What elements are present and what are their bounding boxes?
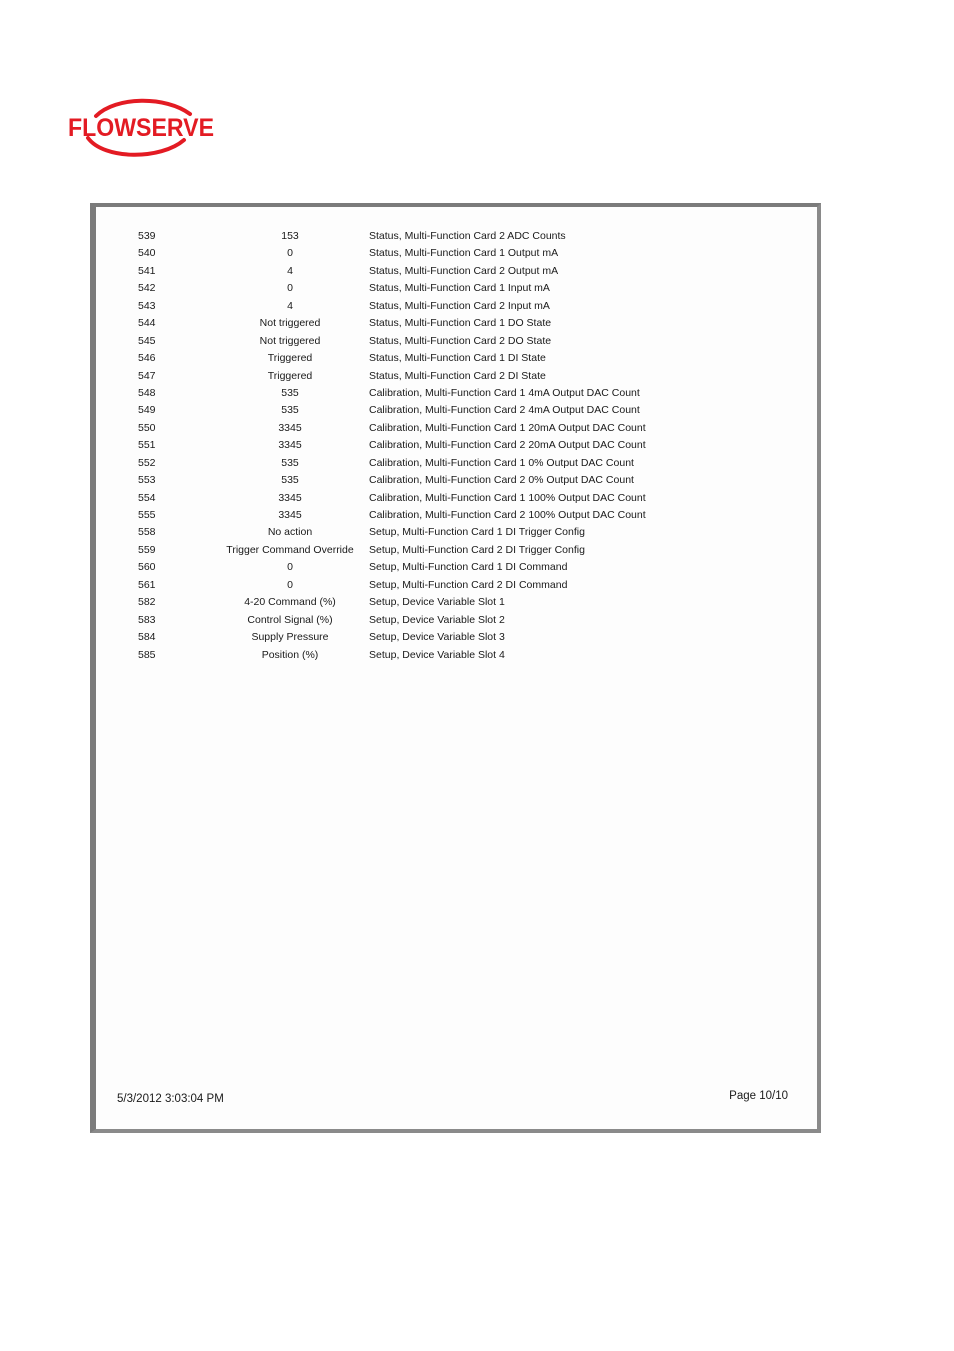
row-number: 553	[138, 474, 156, 487]
row-description: Calibration, Multi-Function Card 2 0% Output DAC Count	[369, 474, 634, 487]
table-row	[96, 490, 817, 507]
row-value: 3345	[278, 421, 302, 434]
row-value: 3345	[278, 491, 302, 504]
row-value: No action	[267, 526, 313, 539]
flowserve-logo	[66, 98, 218, 158]
row-number: 551	[138, 439, 156, 452]
row-value: 0	[287, 282, 293, 295]
row-description: Status, Multi-Function Card 2 DO State	[369, 334, 552, 347]
row-description: Calibration, Multi-Function Card 2 4mA Output DAC Count	[369, 404, 640, 417]
table-row	[96, 542, 817, 559]
row-number: 549	[138, 404, 156, 417]
table-row	[96, 298, 817, 315]
row-number: 539	[138, 230, 156, 242]
row-number: 561	[138, 578, 156, 591]
row-description: Status, Multi-Function Card 2 DI State	[369, 369, 546, 382]
row-description: Calibration, Multi-Function Card 2 20mA Output DAC Count	[369, 439, 646, 452]
table-row	[96, 455, 817, 472]
table-row	[96, 263, 817, 280]
row-number: 560	[138, 561, 156, 574]
row-value: Position (%)	[261, 648, 319, 661]
table-row	[96, 647, 817, 664]
row-number: 582	[138, 596, 156, 609]
row-description: Calibration, Multi-Function Card 2 100% Output DAC Count	[369, 509, 646, 521]
row-number: 555	[138, 509, 156, 521]
row-number: 583	[138, 613, 156, 626]
row-value: 4	[287, 299, 293, 312]
row-value: 0	[287, 247, 293, 260]
row-description: Calibration, Multi-Function Card 1 4mA Output DAC Count	[369, 386, 640, 399]
row-description: Setup, Multi-Function Card 1 DI Trigger Config	[369, 526, 585, 539]
row-value: Supply Pressure	[251, 631, 329, 644]
row-description: Status, Multi-Function Card 1 Output mA	[369, 247, 559, 260]
row-number: 585	[138, 648, 156, 661]
row-number: 541	[138, 264, 156, 277]
row-description: Calibration, Multi-Function Card 1 0% Output DAC Count	[369, 456, 634, 469]
row-number: 584	[138, 631, 156, 644]
row-description: Setup, Multi-Function Card 2 DI Trigger Config	[369, 543, 585, 556]
row-number: 543	[138, 299, 156, 312]
row-number: 542	[138, 282, 156, 295]
row-description: Setup, Device Variable Slot 3	[369, 631, 505, 644]
row-number: 558	[138, 526, 156, 539]
table-row	[96, 524, 817, 541]
row-description: Calibration, Multi-Function Card 1 20mA Output DAC Count	[369, 421, 646, 434]
row-description: Calibration, Multi-Function Card 1 100% Output DAC Count	[369, 491, 646, 504]
row-number: 550	[138, 421, 156, 434]
row-description: Setup, Device Variable Slot 1	[369, 596, 505, 609]
table-row	[96, 629, 817, 646]
row-value: 535	[281, 404, 299, 417]
table-row	[96, 559, 817, 576]
table-row	[96, 577, 817, 594]
table-row	[96, 333, 817, 350]
row-number: 540	[138, 247, 156, 260]
table-row	[96, 368, 817, 385]
row-description: Status, Multi-Function Card 2 Output mA	[369, 264, 559, 277]
row-description: Status, Multi-Function Card 1 DO State	[369, 317, 552, 330]
row-number: 552	[138, 456, 156, 469]
row-description: Status, Multi-Function Card 1 Input mA	[369, 282, 550, 295]
row-description: Setup, Multi-Function Card 2 DI Command	[369, 578, 568, 591]
table-row	[96, 228, 817, 245]
row-number: 559	[138, 543, 156, 556]
row-description: Setup, Device Variable Slot 2	[369, 613, 505, 626]
row-description: Status, Multi-Function Card 1 DI State	[369, 352, 546, 365]
row-number: 544	[138, 317, 156, 330]
row-value: 153	[281, 230, 299, 242]
row-value: 3345	[278, 509, 302, 521]
flowserve-logo-graphic	[66, 98, 218, 158]
table-row	[96, 437, 817, 454]
svg-text:FLOWSERVE: FLOWSERVE	[68, 114, 214, 142]
table-row	[96, 420, 817, 437]
row-value: Triggered	[267, 352, 313, 365]
row-description: Setup, Device Variable Slot 4	[369, 648, 505, 661]
row-value: Triggered	[267, 369, 313, 382]
row-value: 3345	[278, 439, 302, 452]
row-number: 545	[138, 334, 156, 347]
row-description: Status, Multi-Function Card 2 ADC Counts	[369, 230, 566, 242]
row-value: 535	[281, 386, 299, 399]
print-date: 5/3/2012 3:03:04 PM	[117, 1093, 224, 1105]
row-number: 547	[138, 369, 156, 382]
row-description: Setup, Multi-Function Card 1 DI Command	[369, 561, 568, 574]
row-value: Control Signal (%)	[247, 613, 333, 626]
row-value: 0	[287, 561, 293, 574]
table-row	[96, 612, 817, 629]
table-row	[96, 507, 817, 524]
row-value: 535	[281, 474, 299, 487]
row-value: Trigger Command Override	[226, 543, 354, 556]
table-row	[96, 402, 817, 419]
row-number: 546	[138, 352, 156, 365]
table-row	[96, 280, 817, 297]
row-value: 0	[287, 578, 293, 591]
table-row	[96, 385, 817, 402]
table-row	[96, 245, 817, 262]
row-value: 4	[287, 264, 293, 277]
row-description: Status, Multi-Function Card 2 Input mA	[369, 299, 550, 312]
row-number: 554	[138, 491, 156, 504]
page-number: Page 10/10	[729, 1090, 788, 1102]
report-page-frame	[90, 203, 821, 1133]
table-row	[96, 315, 817, 332]
table-row	[96, 472, 817, 489]
row-value: Not triggered	[259, 317, 321, 330]
row-value: 535	[281, 456, 299, 469]
row-value: 4-20 Command (%)	[244, 596, 336, 609]
table-row	[96, 594, 817, 611]
row-value: Not triggered	[259, 334, 321, 347]
data-table	[96, 228, 817, 664]
row-number: 548	[138, 386, 156, 399]
table-row	[96, 350, 817, 367]
